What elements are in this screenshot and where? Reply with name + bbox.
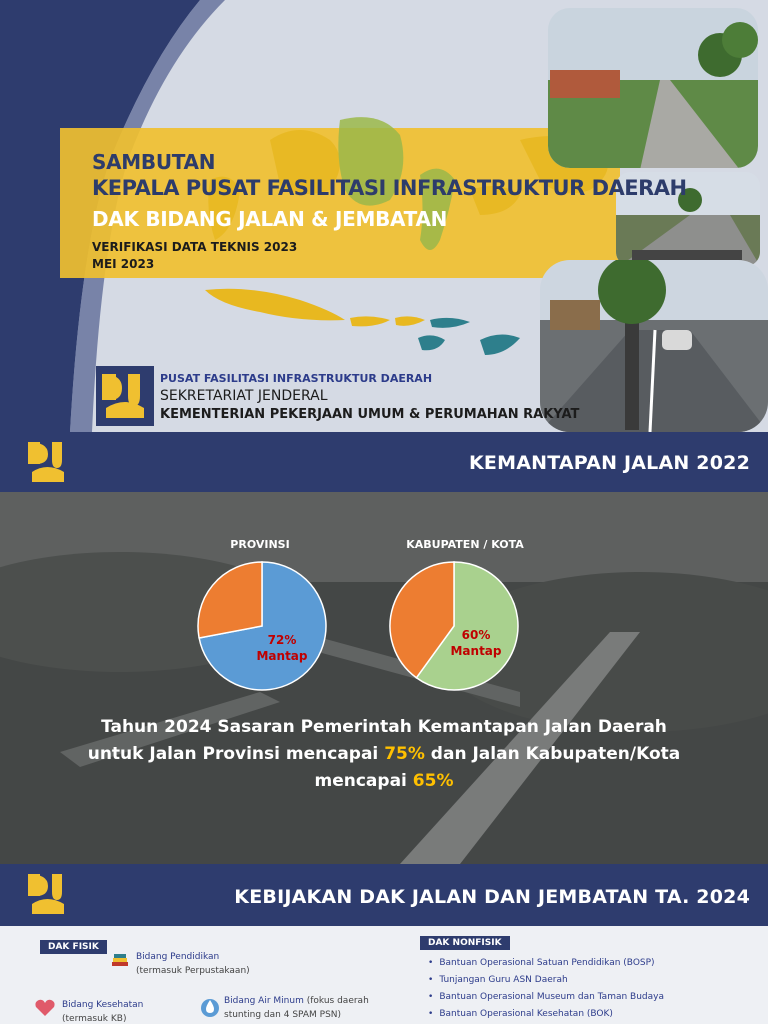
target-line-2b: dan Jalan Kabupaten/Kota [424, 744, 681, 764]
target-line-1: Tahun 2024 Sasaran Pemerintah Kemantapan Jalan Daerah [101, 717, 667, 737]
dak-fisik-tag: DAK FISIK [40, 940, 107, 954]
nonfisik-item: • Bantuan Operasional Kesehatan (BOK) [428, 1009, 613, 1019]
bidang-air-minum-label: Bidang Air Minum [224, 996, 304, 1006]
chart-title-kabupaten: KABUPATEN / KOTA [406, 538, 524, 551]
title-program: DAK BIDANG JALAN & JEMBATAN [92, 207, 448, 231]
pie-data-label-text: Mantap [450, 644, 502, 658]
pie-data-label-pct: 60% [461, 628, 491, 642]
slide-title: KEMANTAPAN JALAN 2022 [469, 452, 750, 474]
road-stability-slide [0, 432, 768, 864]
water-drop-icon [200, 996, 220, 1018]
subtitle-date: MEI 2023 [92, 257, 155, 271]
bidang-pendidikan-label: Bidang Pendidikan [136, 952, 220, 962]
pie-charts [0, 432, 768, 864]
target-kabupaten-pct: 65% [412, 771, 454, 791]
pu-logo-icon [26, 870, 70, 918]
road-photo-1 [548, 8, 758, 170]
pu-logo-icon [96, 366, 154, 426]
target-line-3: mencapai [314, 771, 413, 791]
title-office: KEPALA PUSAT FASILITASI INFRASTRUKTUR DAERAH [92, 176, 687, 200]
road-photos [540, 0, 768, 432]
title-greeting: SAMBUTAN [92, 150, 216, 174]
bidang-air-minum-note1: (fokus daerah [306, 996, 369, 1006]
bidang-air-minum-note2: stunting dan 4 SPAM PSN) [224, 1010, 342, 1020]
nonfisik-item: • Bantuan Operasional Museum dan Taman Budaya [428, 992, 664, 1002]
books-icon [110, 950, 130, 970]
slide-title: KEBIJAKAN DAK JALAN DAN JEMBATAN TA. 2024 [234, 886, 750, 908]
heart-icon [34, 998, 56, 1018]
org-unit: PUSAT FASILITASI INFRASTRUKTUR DAERAH [160, 372, 433, 385]
bidang-kesehatan-note: (termasuk KB) [62, 1014, 127, 1024]
nonfisik-item: • Bantuan Operasional Satuan Pendidikan (BOSP) [428, 958, 655, 968]
road-photo-3 [540, 256, 768, 432]
target-statement [0, 714, 768, 795]
target-provinsi-pct: 75% [384, 744, 425, 764]
pie-data-label-pct: 72% [267, 633, 297, 647]
bidang-pendidikan-note: (termasuk Perpustakaan) [136, 966, 250, 976]
bidang-air-minum [224, 994, 369, 1022]
pie-data-label-text: Mantap [256, 649, 308, 663]
bidang-kesehatan-label: Bidang Kesehatan [62, 1000, 144, 1010]
cover-slide [0, 0, 768, 432]
pie-slice-tidak-mantap [198, 562, 262, 638]
policy-slide [0, 864, 768, 1024]
org-secretariat: SEKRETARIAT JENDERAL [160, 388, 328, 404]
nonfisik-item: • Tunjangan Guru ASN Daerah [428, 975, 568, 985]
org-ministry: KEMENTERIAN PEKERJAAN UMUM & PERUMAHAN RAKYAT [160, 407, 580, 422]
chart-title-provinsi: PROVINSI [230, 538, 290, 551]
bidang-pendidikan [136, 950, 250, 978]
target-line-2a: untuk Jalan Provinsi mencapai [87, 744, 385, 764]
dak-nonfisik-tag: DAK NONFISIK [420, 936, 510, 950]
bidang-kesehatan [62, 998, 143, 1024]
subtitle-event: VERIFIKASI DATA TEKNIS 2023 [92, 240, 298, 254]
